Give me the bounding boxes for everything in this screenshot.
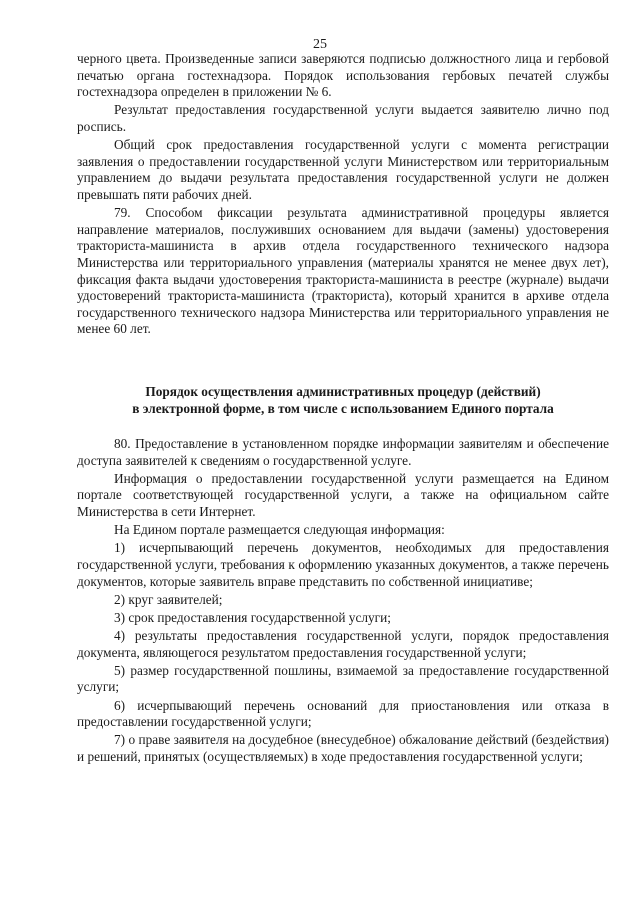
section-heading xyxy=(77,383,609,417)
page-number: 25 xyxy=(313,37,327,52)
section-heading-line: в электронной форме, в том числе с использованием Единого портала xyxy=(132,401,554,416)
paragraph: На Едином портале размещается следующая информация: xyxy=(114,522,445,538)
paragraph: 79. Способом фиксации результата административной процедуры является направление материалов, послуживших основанием для выдачи (замены) удостоверения тракториста-машиниста в архив отдела государственного технического надзора Министерства или территориального управления (материалы хранятся не менее двух лет), фиксация факта выдачи удостоверения тракториста-машиниста в реестре (журнале) выдачи удостоверений тракториста-машиниста (тракториста), который хранится в архиве отдела государственного технического надзора Министерства или территориального управления не менее 60 лет. xyxy=(77,205,609,337)
paragraph: 80. Предоставление в установленном порядке информации заявителям и обеспечение доступа заявителей к сведениям о государственной услуге. xyxy=(77,436,609,468)
list-item: 4) результаты предоставления государственной услуги, порядок предоставления документа, являющегося результатом предоставления государственной услуги; xyxy=(77,628,609,660)
text-block-top xyxy=(77,51,609,339)
text-block-bottom xyxy=(77,436,609,767)
paragraph: Результат предоставления государственной услуги выдается заявителю лично под роспись. xyxy=(77,102,609,134)
list-item: 6) исчерпывающий перечень оснований для приостановления или отказа в предоставлении государственной услуги; xyxy=(77,697,609,730)
paragraph: Общий срок предоставления государственной услуги с момента регистрации заявления о предоставлении государственной услуги Министерством или территориальным управлением до выдачи результата предоставления государственной услуги не должен превышать пяти рабочих дней. xyxy=(77,137,609,202)
list-item: 7) о праве заявителя на досудебное (внесудебное) обжалование действий (бездействия) и решений, принятых (осуществляемых) в ходе предоставления государственной услуги; xyxy=(77,732,609,765)
section-heading-line: Порядок осуществления административных процедур (действий) xyxy=(145,384,541,399)
list-item: 5) размер государственной пошлины, взимаемой за предоставление государственной услуги; xyxy=(77,662,609,695)
list-item: 2) круг заявителей; xyxy=(114,591,223,607)
list-item: 1) исчерпывающий перечень документов, необходимых для предоставления государственной услуги, требования к оформлению указанных документов, а также перечень документов, которые заявитель вправе представить по собственной инициативе; xyxy=(77,540,609,589)
paragraph: Информация о предоставлении государственной услуги размещается на Едином портале соответствующей государственной услуги, а также на официальном сайте Министерства в сети Интернет. xyxy=(77,470,609,519)
paragraph: черного цвета. Произведенные записи заверяются подписью должностного лица и гербовой печатью органа гостехнадзора. Порядок использования гербовых печатей службы гостехнадзора определен в приложении № 6. xyxy=(77,51,609,100)
list-item: 3) срок предоставления государственной услуги; xyxy=(114,609,391,625)
